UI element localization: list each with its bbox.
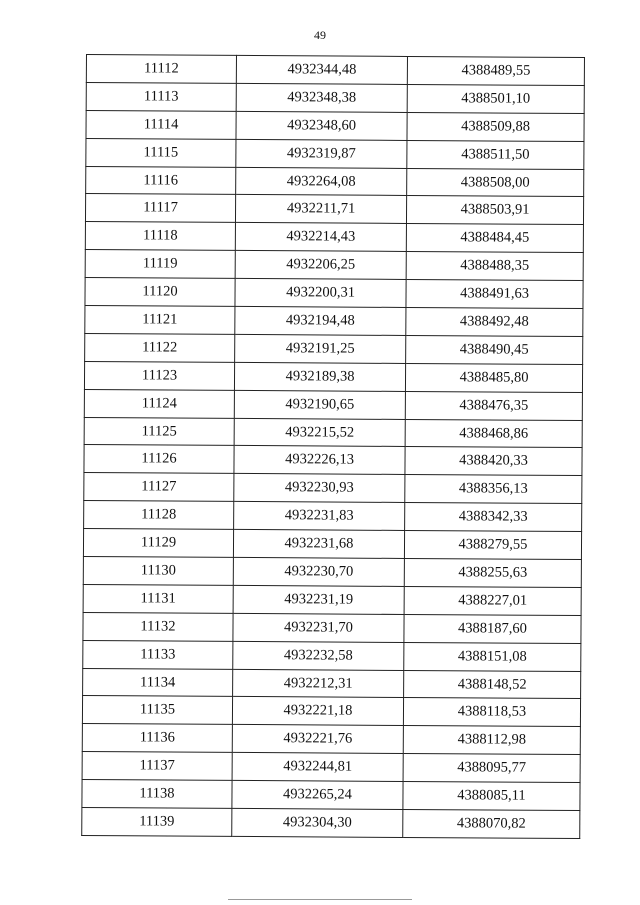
x-coordinate-cell: 4932191,25 [235,334,406,363]
point-number-cell: 11129 [83,529,233,558]
table-row [86,82,584,113]
point-number-cell: 11135 [82,696,232,725]
x-coordinate-cell: 4932319,87 [236,139,407,168]
x-coordinate-cell: 4932206,25 [235,251,406,280]
y-coordinate-cell: 4388503,91 [406,196,583,225]
point-number-cell: 11133 [83,640,233,669]
y-coordinate-cell: 4388070,82 [403,809,580,838]
y-coordinate-cell: 4388489,55 [407,56,584,85]
table-row [83,668,581,699]
table-row [84,389,582,420]
y-coordinate-cell: 4388112,98 [403,726,580,755]
point-number-cell: 11131 [83,584,233,613]
page-bottom-rule [228,899,412,900]
point-number-cell: 11120 [85,278,235,307]
y-coordinate-cell: 4388187,60 [404,614,581,643]
x-coordinate-cell: 4932190,65 [234,390,405,419]
table-row [82,780,580,811]
table-row [84,417,582,448]
x-coordinate-cell: 4932230,93 [234,474,405,503]
point-number-cell: 11125 [84,417,234,446]
x-coordinate-cell: 4932221,76 [232,725,403,754]
y-coordinate-cell: 4388279,55 [404,531,581,560]
y-coordinate-cell: 4388491,63 [406,280,583,309]
table-row [82,696,580,727]
x-coordinate-cell: 4932344,48 [236,55,407,84]
x-coordinate-cell: 4932264,08 [236,167,407,196]
y-coordinate-cell: 4388151,08 [404,642,581,671]
point-number-cell: 11118 [85,222,235,251]
table-row [84,501,582,532]
table-row [85,250,583,281]
point-number-cell: 11114 [86,110,236,139]
point-number-cell: 11130 [83,557,233,586]
coordinates-table-body [82,55,585,839]
point-number-cell: 11128 [84,501,234,530]
x-coordinate-cell: 4932226,13 [234,446,405,475]
y-coordinate-cell: 4388501,10 [407,84,584,113]
y-coordinate-cell: 4388095,77 [403,754,580,783]
point-number-cell: 11124 [84,389,234,418]
x-coordinate-cell: 4932189,38 [234,362,405,391]
table-row [86,166,584,197]
table-row [86,110,584,141]
table-row [85,278,583,309]
point-number-cell: 11137 [82,752,232,781]
y-coordinate-cell: 4388148,52 [404,670,581,699]
table-row [85,194,583,225]
point-number-cell: 11136 [82,724,232,753]
y-coordinate-cell: 4388255,63 [404,558,581,587]
x-coordinate-cell: 4932348,60 [236,111,407,140]
point-number-cell: 11134 [83,668,233,697]
table-row [83,557,581,588]
x-coordinate-cell: 4932194,48 [235,306,406,335]
point-number-cell: 11127 [84,473,234,502]
x-coordinate-cell: 4932231,83 [234,502,405,531]
point-number-cell: 11116 [86,166,236,195]
point-number-cell: 11123 [84,361,234,390]
table-row [82,724,580,755]
table-row [83,584,581,615]
table-row [84,361,582,392]
x-coordinate-cell: 4932200,31 [235,279,406,308]
x-coordinate-cell: 4932232,58 [233,641,404,670]
table-row [84,445,582,476]
y-coordinate-cell: 4388420,33 [405,447,582,476]
y-coordinate-cell: 4388342,33 [405,503,582,532]
y-coordinate-cell: 4388490,45 [406,335,583,364]
y-coordinate-cell: 4388085,11 [403,782,580,811]
point-number-cell: 11119 [85,250,235,279]
x-coordinate-cell: 4932221,18 [232,697,403,726]
table-row [83,612,581,643]
y-coordinate-cell: 4388485,80 [405,363,582,392]
table-row [84,473,582,504]
table-row [85,333,583,364]
x-coordinate-cell: 4932304,30 [232,808,403,837]
y-coordinate-cell: 4388476,35 [405,391,582,420]
point-number-cell: 11113 [86,82,236,111]
x-coordinate-cell: 4932231,68 [233,530,404,559]
x-coordinate-cell: 4932212,31 [233,669,404,698]
point-number-cell: 11126 [84,445,234,474]
table-row [82,808,580,839]
x-coordinate-cell: 4932230,70 [233,557,404,586]
x-coordinate-cell: 4932265,24 [232,781,403,810]
point-number-cell: 11122 [85,333,235,362]
x-coordinate-cell: 4932348,38 [236,83,407,112]
point-number-cell: 11115 [86,138,236,167]
table-row [83,529,581,560]
y-coordinate-cell: 4388484,45 [406,224,583,253]
y-coordinate-cell: 4388509,88 [407,112,584,141]
x-coordinate-cell: 4932214,43 [235,223,406,252]
table-row [86,138,584,169]
point-number-cell: 11121 [85,306,235,335]
page-number: 49 [314,28,326,42]
x-coordinate-cell: 4932244,81 [232,753,403,782]
table-row [85,222,583,253]
x-coordinate-cell: 4932215,52 [234,418,405,447]
y-coordinate-cell: 4388492,48 [406,307,583,336]
table-row [82,752,580,783]
point-number-cell: 11112 [86,55,236,84]
table-row [85,306,583,337]
x-coordinate-cell: 4932231,19 [233,585,404,614]
point-number-cell: 11138 [82,780,232,809]
table-row [86,55,584,86]
point-number-cell: 11139 [82,808,232,837]
y-coordinate-cell: 4388468,86 [405,419,582,448]
y-coordinate-cell: 4388488,35 [406,252,583,281]
y-coordinate-cell: 4388227,01 [404,586,581,615]
y-coordinate-cell: 4388118,53 [403,698,580,727]
table-row [83,640,581,671]
x-coordinate-cell: 4932211,71 [235,195,406,224]
y-coordinate-cell: 4388511,50 [407,140,584,169]
coordinates-table [81,54,585,839]
y-coordinate-cell: 4388356,13 [405,475,582,504]
y-coordinate-cell: 4388508,00 [407,168,584,197]
x-coordinate-cell: 4932231,70 [233,613,404,642]
point-number-cell: 11117 [85,194,235,223]
point-number-cell: 11132 [83,612,233,641]
